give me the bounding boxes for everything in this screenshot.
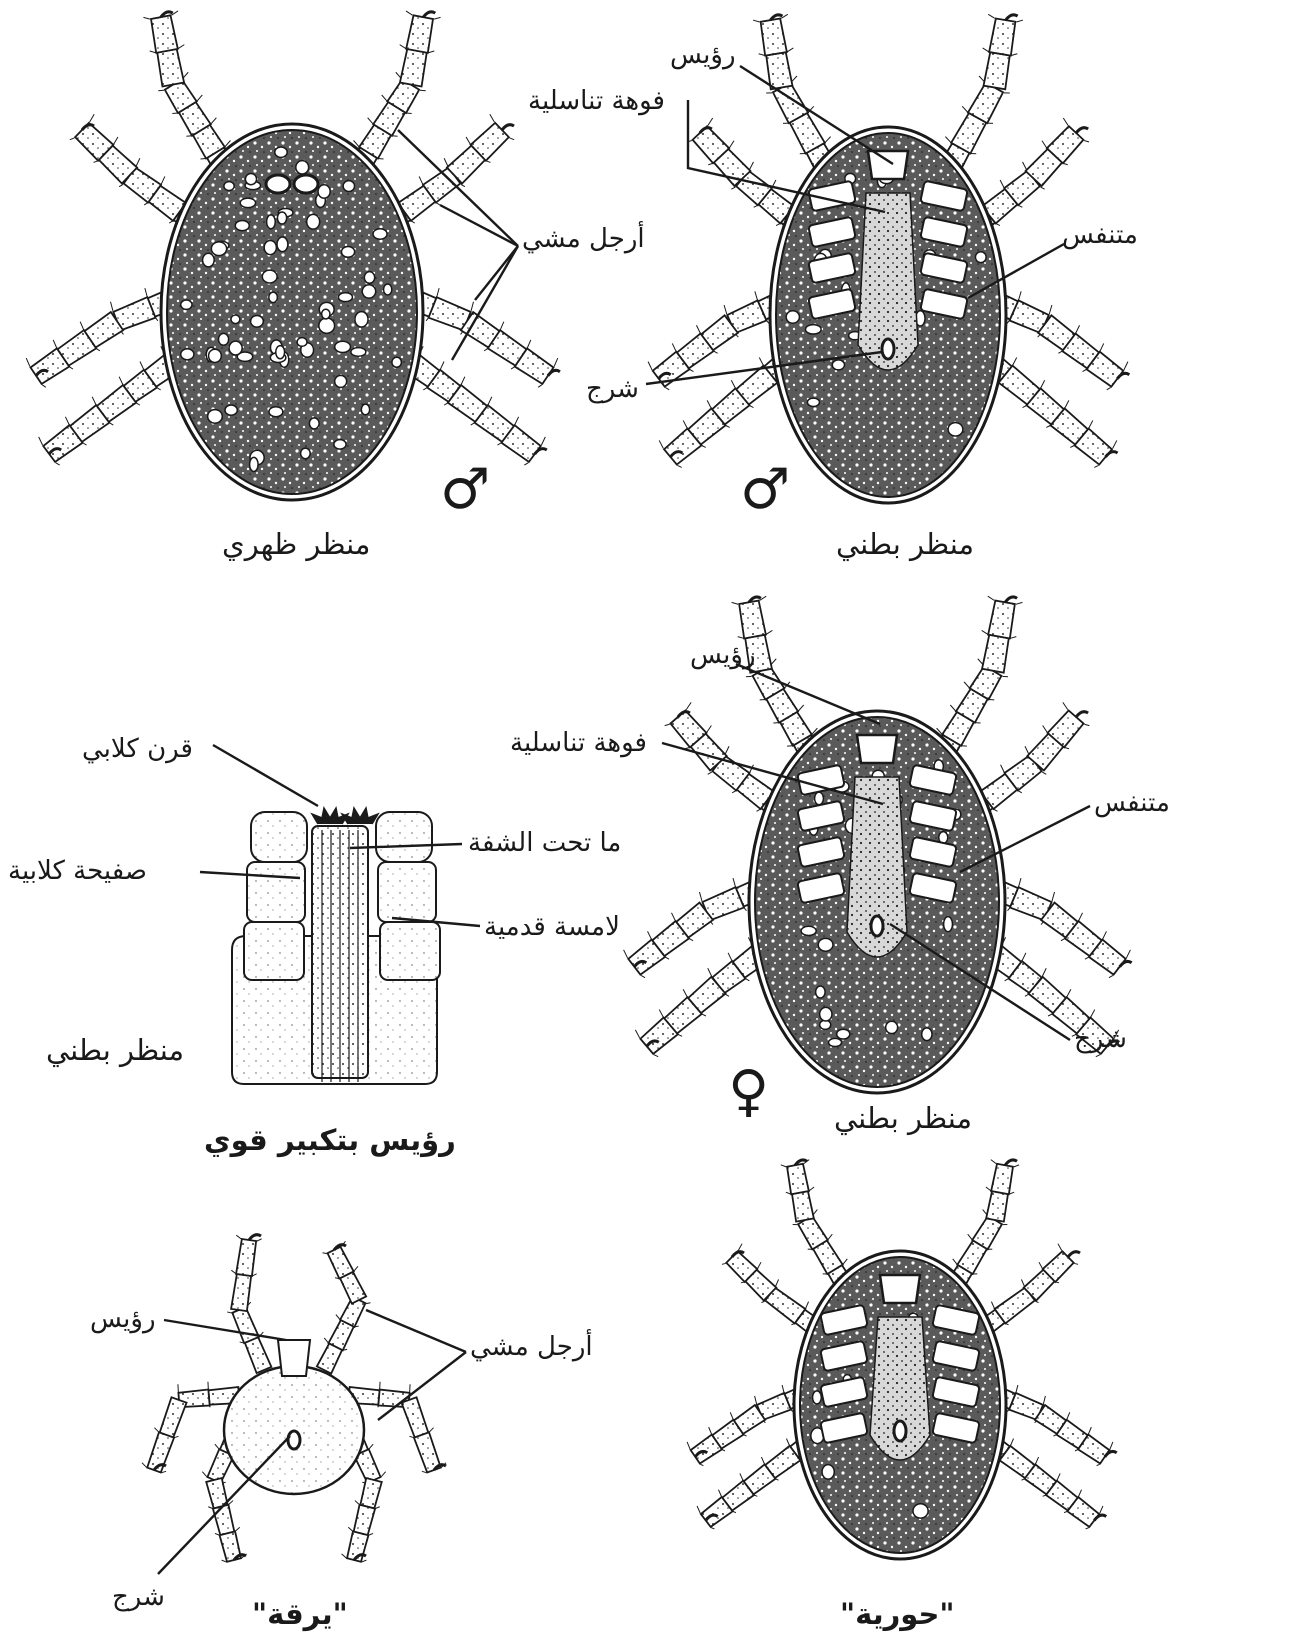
leader-line: [164, 1320, 286, 1340]
label-spiracle-female: متنفس: [1094, 788, 1170, 818]
caption-dorsal-view: منظر ظهري: [222, 527, 371, 561]
label-chelicera-plate: صفيحة كلابية: [8, 856, 147, 886]
label-genital-opening-male: فوهة تناسلية: [528, 86, 665, 116]
palp-left-seg1: [251, 812, 307, 862]
leader-line: [440, 205, 518, 246]
larva-capitulum: [278, 1340, 310, 1376]
label-capitulum-female: رؤيس: [690, 640, 756, 670]
larva-leg-2: [317, 1241, 371, 1373]
label-anus-female: شرج: [1074, 1024, 1127, 1054]
label-spiracle-male: متنفس: [1062, 220, 1138, 250]
palp-left-seg3: [244, 922, 304, 980]
label-anus-larva: شرج: [112, 1582, 165, 1612]
male-ventral-tick: [648, 14, 1129, 503]
label-hook-horn: قرن كلابي: [82, 734, 193, 764]
male-symbol-ventral: ♂: [740, 457, 791, 522]
anus: [882, 339, 894, 359]
capitulum: [868, 151, 908, 179]
anus: [871, 916, 883, 936]
larva-anus: [288, 1431, 300, 1449]
label-capitulum-larva: رؤيس: [90, 1304, 156, 1334]
label-palp: لامسة قدمية: [484, 912, 620, 942]
palp-right-seg1: [376, 812, 432, 862]
capitulum-detail: [232, 808, 440, 1084]
label-hypostome: ما تحت الشفة: [468, 828, 622, 858]
label-walking-legs-male: أرجل مشي: [522, 224, 645, 254]
caption-ventral-view-male: منظر بطني: [836, 527, 975, 561]
eye-spot-left: [266, 175, 290, 193]
caption-capitulum-detail: رؤيس بتكبير قوي: [204, 1123, 456, 1157]
label-capitulum-male: رؤيس: [670, 40, 736, 70]
female-ventral-tick: [624, 596, 1132, 1093]
palp-left-seg2: [247, 862, 305, 922]
label-walking-legs-larva: أرجل مشي: [470, 1332, 593, 1362]
anus: [894, 1421, 906, 1441]
male-dorsal-tick: [26, 11, 560, 500]
eye-spot-right: [294, 175, 318, 193]
caption-capitulum-ventral: منظر بطني: [46, 1033, 185, 1067]
leader-line: [736, 664, 880, 724]
body: [167, 130, 417, 494]
male-symbol-dorsal: ♂: [440, 457, 491, 522]
label-anus-male: شرج: [586, 374, 639, 404]
female-symbol: ♀: [728, 1059, 770, 1124]
palp-right-seg2: [378, 862, 436, 922]
caption-ventral-view-female: منظر بطني: [834, 1101, 973, 1135]
hook-horn-right: [342, 808, 378, 824]
caption-nymph: "حورية": [840, 1597, 955, 1631]
leader-line: [213, 745, 318, 806]
label-genital-opening-female: فوهة تناسلية: [510, 728, 647, 758]
palp-right-seg3: [380, 922, 440, 980]
nymph-tick: [687, 1160, 1117, 1559]
capitulum: [880, 1275, 920, 1303]
larva-leg-1: [227, 1235, 271, 1373]
leader-line: [366, 1310, 466, 1352]
leader-line: [378, 1352, 466, 1420]
larva-tick: [142, 1235, 446, 1562]
caption-larva: "يرقة": [252, 1597, 348, 1631]
leader-line: [475, 246, 518, 300]
capitulum: [857, 735, 897, 763]
